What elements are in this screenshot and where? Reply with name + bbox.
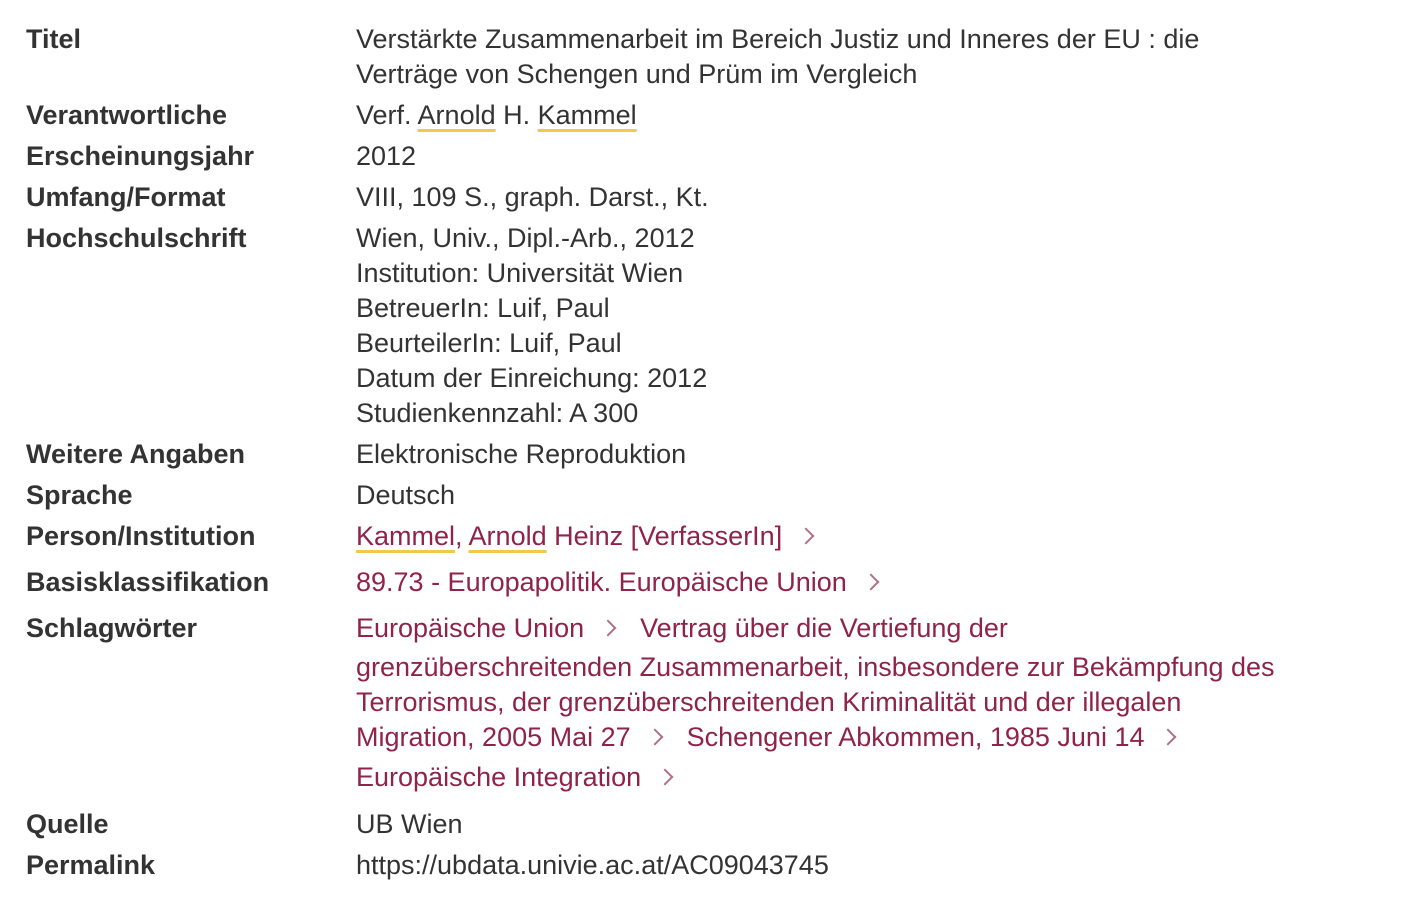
title-value [356, 22, 1386, 92]
chevron-right-icon [657, 769, 674, 786]
classification-link[interactable]: 89.73 - Europapolitik. Europäische Union [356, 567, 847, 597]
field-label: Weitere Angaben [26, 439, 246, 469]
person-link[interactable] [356, 521, 782, 551]
field-label: Verantwortliche [26, 100, 228, 130]
extent-value: VIII, 109 S., graph. Darst., Kt. [356, 182, 709, 212]
field-label: Quelle [26, 809, 109, 839]
thesis-line: Institution: Universität Wien [356, 258, 684, 288]
language-value: Deutsch [356, 480, 456, 510]
thesis-line: Studienkennzahl: A 300 [356, 398, 639, 428]
notes-value: Elektronische Reproduktion [356, 439, 687, 469]
highlighted-term: Kammel [356, 521, 456, 551]
text-part: Heinz [VerfasserIn] [546, 521, 783, 551]
title-line: Verträge von Schengen und Prüm im Vergleich [356, 59, 918, 89]
year-value: 2012 [356, 141, 417, 171]
field-label: Sprache [26, 480, 133, 510]
field-label: Umfang/Format [26, 182, 226, 212]
field-label: Titel [26, 24, 82, 54]
field-label: Hochschulschrift [26, 223, 247, 253]
thesis-line: Datum der Einreichung: 2012 [356, 363, 708, 393]
subject-link[interactable]: Schengener Abkommen, 1985 Juni 14 [686, 722, 1145, 752]
permalink-value: https://ubdata.univie.ac.at/AC09043745 [356, 850, 829, 880]
field-label: Permalink [26, 850, 156, 880]
thesis-line: Wien, Univ., Dipl.-Arb., 2012 [356, 223, 695, 253]
subject-link[interactable]: grenzüberschreitenden Zusammenarbeit, insbesondere zur Bekämpfung des [356, 652, 1275, 682]
text-part: , [455, 521, 469, 551]
thesis-line: BeurteilerIn: Luif, Paul [356, 328, 622, 358]
thesis-line: BetreuerIn: Luif, Paul [356, 293, 610, 323]
source-value: UB Wien [356, 809, 463, 839]
field-label: Erscheinungsjahr [26, 141, 255, 171]
field-label: Basisklassifikation [26, 567, 270, 597]
chevron-right-icon [600, 620, 617, 637]
chevron-right-icon [798, 528, 815, 545]
subject-link[interactable]: Europäische Union [356, 613, 585, 643]
chevron-right-icon [646, 729, 663, 746]
subject-link[interactable]: Europäische Integration [356, 762, 642, 792]
thesis-value [356, 221, 1386, 431]
highlighted-term: Kammel [537, 100, 637, 130]
subject-link[interactable]: Terrorismus, der grenzüberschreitenden Kriminalität und der illegalen [356, 687, 1182, 717]
text-part: H. [495, 100, 538, 130]
responsible-value [356, 98, 1386, 133]
field-label: Schlagwörter [26, 613, 198, 643]
highlighted-term: Arnold [468, 521, 547, 551]
subject-link[interactable]: Vertrag über die Vertiefung der [640, 613, 1008, 643]
text-part: Verf. [356, 100, 418, 130]
subject-link[interactable]: Migration, 2005 Mai 27 [356, 722, 631, 752]
chevron-right-icon [1160, 729, 1177, 746]
subjects-value [356, 611, 1386, 795]
field-label: Person/Institution [26, 521, 256, 551]
chevron-right-icon [862, 574, 879, 591]
title-line: Verstärkte Zusammenarbeit im Bereich Justiz und Inneres der EU : die [356, 24, 1200, 54]
highlighted-term: Arnold [417, 100, 496, 130]
